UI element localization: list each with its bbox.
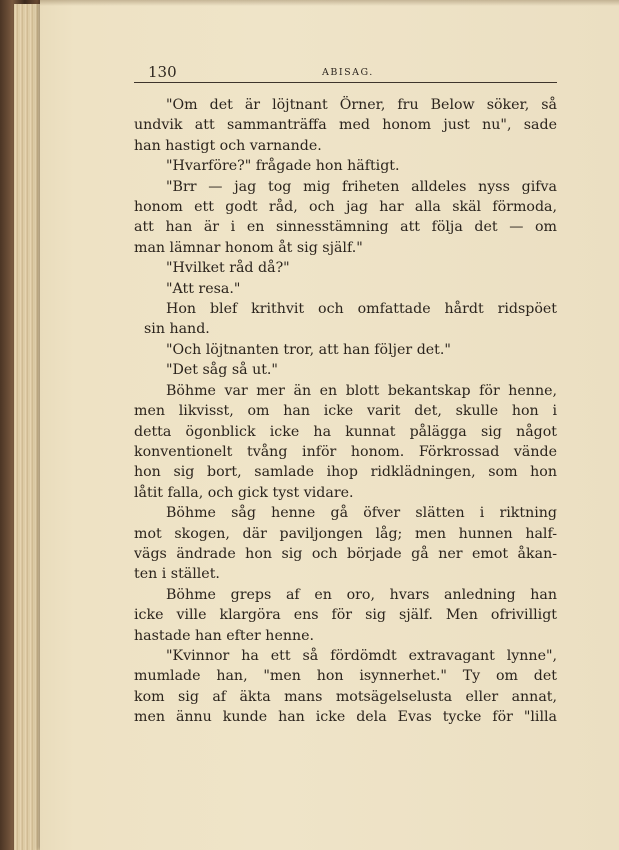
text-line: undvik att sammanträffa med honom just nu", sade: [134, 117, 557, 134]
text-line: vägs ändrade hon sig och började gå ner emot åkan-: [134, 545, 557, 562]
text-line: detta ögonblick icke ha kunnat pålägga sig något: [134, 423, 557, 440]
header-rule: [134, 82, 557, 83]
text-line: mumlade han, "men hon isynnerhet." Ty om det: [134, 668, 557, 685]
text-line: han hastigt och varnande.: [134, 137, 322, 154]
text-line: "Det såg så ut.": [166, 362, 278, 379]
text-line: "Brr — jag tog mig friheten alldeles nyss gifva: [166, 178, 557, 195]
text-line: Hon blef krithvit och omfattade hårdt ridspöet: [166, 301, 557, 318]
text-line: Böhme var mer än en blott bekantskap för henne,: [166, 382, 557, 399]
text-line: låtit falla, och gick tyst vidare.: [134, 484, 354, 501]
text-line: Böhme såg henne gå öfver slätten i riktning: [166, 505, 557, 522]
text-line: "Kvinnor ha ett så fördömdt extravagant lynne",: [166, 647, 557, 664]
page-header: [134, 60, 557, 84]
text-line: honom ett godt råd, och jag har alla skäl förmoda,: [134, 199, 557, 216]
text-line: konventionelt tvång inför honom. Förkrossad vände: [134, 443, 557, 460]
text-line: "Att resa.": [166, 280, 241, 297]
text-line: men likvisst, om han icke varit det, skulle hon i: [134, 403, 557, 420]
text-line: hastade han efter henne.: [134, 627, 315, 644]
text-line: "Om det är löjtnant Örner, fru Below söker, så: [166, 97, 557, 113]
text-line: "Och löjtnanten tror, att han följer det.": [166, 341, 451, 358]
text-line: "Hvarföre?" frågade hon häftigt.: [166, 158, 400, 175]
text-line: att han är i en sinnesstämning att följa det — om: [134, 219, 557, 236]
text-line: man lämnar honom åt sig själf.": [134, 239, 363, 256]
page-top-shadow: [40, 0, 619, 6]
text-line: sin hand.: [144, 321, 210, 338]
text-line: mot skogen, där paviljongen låg; men hunnen half-: [134, 525, 557, 542]
text-line: ten i stället.: [134, 566, 220, 583]
text-line: "Hvilket råd då?": [166, 260, 290, 277]
page-number: 130: [148, 63, 177, 81]
text-line: men ännu kunde han icke dela Evas tycke för "lilla: [134, 709, 557, 726]
text-line: hon sig bort, samlade ihop ridklädningen, som hon: [134, 464, 557, 481]
text-line: Böhme greps af en oro, hvars anledning han: [166, 586, 557, 603]
text-line: kom sig af äkta mans motsägelselusta eller annat,: [134, 688, 557, 705]
running-head: ABISAG.: [322, 67, 374, 78]
text-line: icke ville klargöra ens för sig själf. Men ofrivilligt: [134, 607, 557, 624]
body-text: [134, 95, 557, 728]
